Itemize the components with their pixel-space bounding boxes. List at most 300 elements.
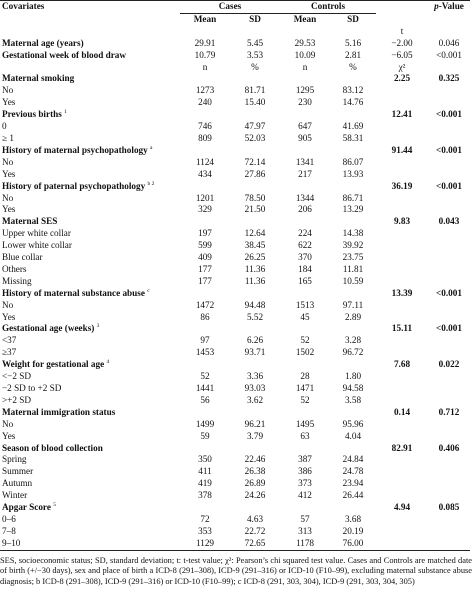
controls-pct: 39.92	[342, 240, 364, 251]
test-statistic	[376, 121, 428, 133]
cases-pct: 22.46	[244, 454, 266, 465]
row-label: Upper white collar	[2, 228, 71, 239]
p-value: <0.001	[436, 49, 462, 60]
controls-value: 1495	[295, 418, 315, 429]
test-statistic	[376, 240, 428, 252]
section-row	[0, 502, 470, 514]
test-statistic	[376, 383, 428, 395]
p-value: <0.001	[436, 109, 462, 120]
controls-pct	[330, 109, 376, 121]
cases-pct: 27.86	[244, 168, 266, 179]
p-value	[428, 383, 470, 395]
section-row	[0, 73, 470, 85]
p-value: 0.046	[438, 37, 460, 48]
test-statistic	[376, 478, 428, 490]
cases-value: 411	[198, 466, 212, 477]
controls-value	[280, 109, 330, 121]
cases-value: 86	[200, 311, 210, 322]
cases-pct	[230, 407, 280, 419]
controls-value: 313	[298, 525, 312, 536]
table-row	[0, 419, 470, 431]
cases-value: 177	[198, 263, 212, 274]
cases-value: 746	[198, 121, 212, 132]
p-value	[428, 169, 470, 181]
section-row	[0, 407, 470, 419]
p-value	[428, 97, 470, 109]
cases-value: 72	[200, 513, 210, 524]
covariates-header: Covariates	[0, 1, 180, 14]
controls-pct: 24.84	[342, 454, 364, 465]
p-value	[428, 395, 470, 407]
table-row	[0, 371, 470, 383]
cases-pct: 5.45	[246, 37, 264, 48]
controls-pct	[330, 145, 376, 157]
cases-pct: 3.79	[246, 430, 264, 441]
p-value	[428, 62, 470, 74]
p-value: 0.325	[438, 73, 460, 84]
p-value: 0.085	[438, 502, 460, 513]
test-statistic: 15.11	[391, 323, 413, 334]
test-statistic	[376, 85, 428, 97]
controls-value	[280, 443, 330, 455]
cases-value	[180, 109, 230, 121]
footnote-marker: 5	[53, 502, 56, 508]
cases-value	[180, 359, 230, 371]
test-statistic: −6.05	[391, 49, 413, 60]
cases-pct: 72.14	[244, 156, 266, 167]
controls-value: 1471	[295, 383, 315, 393]
row-label: Maternal immigration status	[2, 406, 116, 417]
cases-pct	[230, 73, 280, 85]
test-statistic	[376, 97, 428, 109]
section-row	[0, 216, 470, 228]
table-row	[0, 395, 470, 407]
controls-pct	[330, 407, 376, 419]
p-value	[428, 121, 470, 133]
footnote-marker: 1	[64, 109, 67, 116]
controls-value: 29.53	[294, 37, 316, 48]
cases-value: 59	[200, 430, 210, 441]
p-value	[428, 228, 470, 240]
cases-pct	[230, 181, 280, 193]
row-label: 7–8	[2, 525, 16, 536]
p-value: 0.043	[438, 216, 460, 227]
test-statistic	[376, 538, 428, 550]
cases-value	[180, 502, 230, 514]
row-label: >+2 SD	[2, 394, 31, 405]
controls-value: 184	[298, 263, 312, 274]
row-label: Winter	[2, 490, 28, 501]
test-statistic	[376, 169, 428, 181]
cases-header: Cases	[180, 1, 280, 14]
cases-pct: 26.38	[244, 466, 266, 477]
row-label: Yes	[2, 430, 16, 441]
controls-pct: 41.69	[342, 121, 364, 132]
row-label: <37	[2, 335, 17, 346]
controls-pct: 86.71	[342, 192, 364, 203]
p-value	[428, 264, 470, 276]
cases-value	[180, 181, 230, 193]
controls-pct: 95.96	[342, 418, 364, 429]
cases-value	[180, 145, 230, 157]
table-row	[0, 335, 470, 347]
p-value: 0.712	[438, 406, 460, 417]
footnote-marker: b 2	[147, 180, 155, 187]
test-statistic	[376, 133, 428, 145]
cases-value: 409	[198, 252, 212, 263]
controls-value: 63	[300, 430, 310, 441]
p-value	[428, 335, 470, 347]
cases-pct: 78.50	[244, 192, 266, 203]
controls-pct	[330, 26, 376, 38]
controls-mean-header: Mean	[293, 13, 317, 24]
controls-value: 386	[298, 466, 312, 477]
row-label: Yes	[2, 204, 16, 215]
row-label: Maternal SES	[2, 216, 58, 227]
cases-pct	[230, 216, 280, 228]
table-row	[0, 252, 470, 264]
controls-pct: 26.44	[342, 490, 364, 501]
row-label: 0–6	[2, 513, 16, 524]
controls-value	[280, 26, 330, 38]
controls-pct	[330, 288, 376, 300]
controls-value: 1341	[295, 156, 315, 167]
row-label: Maternal age (years)	[2, 37, 84, 48]
table-row	[0, 204, 470, 216]
controls-value: 622	[298, 240, 312, 251]
controls-value: 217	[298, 168, 312, 179]
cases-pct: %	[251, 61, 259, 72]
cases-pct: 3.36	[246, 371, 264, 382]
p-value: 0.022	[438, 359, 460, 370]
cases-value: 1472	[195, 299, 215, 310]
controls-pct: 4.04	[344, 430, 362, 441]
cases-pct: 3.62	[246, 394, 264, 405]
cases-value	[180, 323, 230, 335]
table-row	[0, 157, 470, 169]
controls-value: 28	[300, 371, 310, 382]
controls-value: 206	[298, 204, 312, 215]
table-row	[0, 300, 470, 312]
table-row	[0, 276, 470, 288]
table-row	[0, 133, 470, 145]
cases-value: 56	[200, 394, 210, 405]
cases-pct	[230, 443, 280, 455]
cases-pct: 26.89	[244, 478, 266, 489]
table-row	[0, 264, 470, 276]
table-row	[0, 97, 470, 109]
test-statistic	[376, 252, 428, 264]
controls-pct: 13.29	[342, 204, 364, 215]
cases-value: 29.91	[194, 37, 216, 48]
controls-pct	[330, 181, 376, 193]
controls-pct: 14.76	[342, 97, 364, 108]
p-value	[428, 312, 470, 324]
row-label-text: History of paternal psychopathology	[2, 180, 146, 191]
section-row	[0, 443, 470, 455]
controls-pct: 23.94	[342, 478, 364, 489]
test-statistic	[376, 347, 428, 359]
table-row	[0, 431, 470, 443]
table-body	[0, 26, 470, 550]
table-row	[0, 514, 470, 526]
row-label	[0, 359, 180, 371]
cases-value: 177	[198, 275, 212, 286]
row-label: No	[2, 299, 14, 310]
controls-pct: %	[349, 61, 357, 72]
cases-value: 329	[198, 204, 212, 215]
footnote-marker: c	[147, 287, 150, 294]
controls-value: 10.09	[294, 49, 316, 60]
p-value	[428, 157, 470, 169]
row-label: Yes	[2, 97, 16, 108]
controls-pct: 2.89	[344, 311, 362, 322]
controls-value: 1295	[295, 85, 315, 96]
table-row	[0, 169, 470, 181]
cases-value: 419	[198, 478, 212, 489]
row-label: Yes	[2, 168, 16, 179]
row-label-text: History of maternal substance abuse	[2, 287, 145, 298]
controls-pct: 2.81	[344, 49, 362, 60]
test-statistic	[376, 514, 428, 526]
pvalue-header: p-Value	[428, 1, 470, 14]
row-label: No	[2, 85, 14, 96]
controls-pct: 5.16	[344, 37, 362, 48]
test-statistic	[376, 431, 428, 443]
cases-pct	[230, 145, 280, 157]
controls-value	[280, 145, 330, 157]
controls-value: 1344	[295, 192, 315, 203]
cases-value: n	[202, 61, 208, 72]
test-statistic: 9.83	[393, 216, 411, 227]
controls-value: 373	[298, 478, 312, 489]
row-label: Yes	[2, 311, 16, 322]
controls-pct: 11.81	[342, 263, 364, 274]
p-value: <0.001	[436, 287, 462, 298]
controls-pct: 94.58	[342, 383, 364, 393]
table-row	[0, 85, 470, 97]
p-value	[428, 490, 470, 502]
controls-value: 230	[298, 97, 312, 108]
row-label: Autumn	[2, 478, 33, 489]
test-statistic	[376, 157, 428, 169]
cases-pct	[230, 323, 280, 335]
controls-value: 1513	[295, 299, 315, 310]
cases-value	[180, 407, 230, 419]
controls-value: 1178	[280, 538, 330, 550]
p-value	[428, 252, 470, 264]
test-statistic: 82.91	[391, 442, 413, 453]
subheader-row	[0, 26, 470, 38]
table-footnote: SES, socioeconomic status; SD, standard deviation; t: t-test value; χ²: Pearson’s chi squared test value. Cases and Controls are matched date of birth (+/−30 days), sex and place of birth a ICD-8 (291–308), ICD-9 (291–316) or ICD-10 (F10–99), excluding maternal substance abuse diagnosis; b ICD-8 (291–308), ICD-9 (291–316) or ICD-10 (F10–99); c ICD-8 (291, 303, 304), ICD-9 (291, 303, 304, 305)	[0, 556, 472, 586]
cases-pct: 93.03	[244, 383, 266, 393]
p-value	[428, 371, 470, 383]
cases-value	[180, 26, 230, 38]
controls-value	[280, 288, 330, 300]
controls-value: n	[302, 61, 308, 72]
row-label: Gestational week of blood draw	[2, 49, 127, 60]
row-label: Season of blood collection	[2, 442, 103, 453]
cases-pct: 15.40	[244, 97, 266, 108]
test-statistic	[376, 466, 428, 478]
test-statistic	[376, 490, 428, 502]
test-statistic	[376, 276, 428, 288]
row-label	[0, 145, 180, 157]
controls-value: 905	[298, 132, 312, 143]
cases-value: 353	[198, 525, 212, 536]
cases-value	[180, 73, 230, 85]
section-row	[0, 323, 470, 335]
row-label: −2 SD to +2 SD	[2, 383, 62, 393]
controls-value: 412	[298, 490, 312, 501]
row-label: Missing	[2, 275, 32, 286]
row-label: <−2 SD	[2, 371, 31, 382]
cases-pct: 93.71	[244, 347, 266, 358]
controls-pct: 97.11	[342, 299, 364, 310]
cases-pct: 72.65	[230, 538, 280, 550]
table-row	[0, 38, 470, 50]
table-row	[0, 526, 470, 538]
row-label-text: Weight for gestational age	[2, 359, 105, 370]
controls-value: 1502	[295, 347, 315, 358]
p-value	[428, 347, 470, 359]
test-statistic	[376, 335, 428, 347]
header-row-2	[0, 13, 470, 25]
cases-pct: 52.03	[244, 132, 266, 143]
table-row	[0, 121, 470, 133]
p-value	[428, 240, 470, 252]
row-label	[0, 502, 180, 514]
table-row	[0, 312, 470, 324]
cases-value: 434	[198, 168, 212, 179]
section-row	[0, 181, 470, 193]
table-row	[0, 478, 470, 490]
p-value	[428, 538, 470, 550]
controls-pct: 1.80	[344, 371, 362, 382]
table-row	[0, 347, 470, 359]
test-statistic: −2.00	[391, 37, 413, 48]
cases-value: 240	[198, 97, 212, 108]
cases-value: 1129	[180, 538, 230, 550]
test-statistic	[376, 371, 428, 383]
cases-pct: 26.25	[244, 252, 266, 263]
cases-value: 1124	[195, 156, 215, 167]
section-row	[0, 145, 470, 157]
cases-pct: 5.52	[246, 311, 264, 322]
cases-value	[180, 288, 230, 300]
controls-pct	[330, 323, 376, 335]
p-value	[428, 133, 470, 145]
row-label: Others	[2, 263, 27, 274]
cases-value	[180, 216, 230, 228]
cases-value: 52	[200, 371, 210, 382]
table-row	[0, 383, 470, 395]
p-value: 0.406	[438, 442, 460, 453]
controls-value	[280, 216, 330, 228]
test-statistic	[376, 526, 428, 538]
row-label: ≥ 1	[2, 132, 14, 143]
controls-value: 165	[298, 275, 312, 286]
table-row	[0, 466, 470, 478]
test-statistic: 4.94	[393, 502, 411, 513]
cases-pct: 3.53	[246, 49, 264, 60]
p-value	[428, 300, 470, 312]
p-value: <0.001	[436, 180, 462, 191]
test-statistic	[376, 454, 428, 466]
subheader-row	[0, 62, 470, 74]
row-label: No	[2, 418, 14, 429]
cases-value: 1201	[195, 192, 215, 203]
footnote-marker: 4	[106, 359, 110, 366]
controls-value: 45	[300, 311, 310, 322]
row-label: Maternal smoking	[2, 73, 75, 84]
section-row	[0, 359, 470, 371]
p-value	[428, 85, 470, 97]
cases-value: 350	[198, 454, 212, 465]
row-label	[0, 323, 180, 335]
cases-pct: 94.48	[244, 299, 266, 310]
row-label-text: Gestational age (weeks)	[2, 323, 95, 334]
controls-value	[280, 181, 330, 193]
cases-pct	[230, 288, 280, 300]
row-label: 0	[2, 121, 7, 132]
controls-pct: 10.59	[342, 275, 364, 286]
controls-pct: 13.93	[342, 168, 364, 179]
row-label: Spring	[2, 454, 27, 465]
row-label	[0, 26, 180, 38]
cases-value: 10.79	[194, 49, 216, 60]
controls-pct	[330, 216, 376, 228]
row-label-text: Previous births	[2, 109, 62, 120]
controls-pct: 76.00	[330, 538, 376, 550]
controls-value: 52	[300, 394, 310, 405]
test-statistic: 91.44	[391, 144, 413, 155]
row-label	[0, 181, 180, 193]
controls-pct: 14.38	[342, 228, 364, 239]
p-value	[428, 478, 470, 490]
cases-pct: 12.64	[244, 228, 266, 239]
cases-value: 1499	[195, 418, 215, 429]
controls-pct	[330, 502, 376, 514]
controls-pct: 58.31	[342, 132, 364, 143]
test-statistic	[376, 300, 428, 312]
controls-value: 52	[300, 335, 310, 346]
controls-pct: 83.12	[342, 85, 364, 96]
cases-value: 809	[198, 132, 212, 143]
row-label: Lower white collar	[2, 240, 72, 251]
p-value: <0.001	[436, 144, 462, 155]
p-value	[428, 431, 470, 443]
row-label: Blue collar	[2, 252, 43, 263]
controls-value	[280, 407, 330, 419]
table-row	[0, 240, 470, 252]
table-row	[0, 193, 470, 205]
p-value	[428, 454, 470, 466]
controls-value	[280, 323, 330, 335]
test-statistic	[376, 312, 428, 324]
controls-value	[280, 359, 330, 371]
table-row	[0, 228, 470, 240]
p-value	[428, 204, 470, 216]
p-value: <0.001	[436, 323, 462, 334]
test-statistic: 36.19	[391, 180, 413, 191]
controls-pct	[330, 73, 376, 85]
controls-value: 224	[298, 228, 312, 239]
controls-pct: 3.28	[344, 335, 362, 346]
footnote-marker: 3	[96, 323, 100, 330]
cases-value: 378	[198, 490, 212, 501]
cases-value: 599	[198, 240, 212, 251]
